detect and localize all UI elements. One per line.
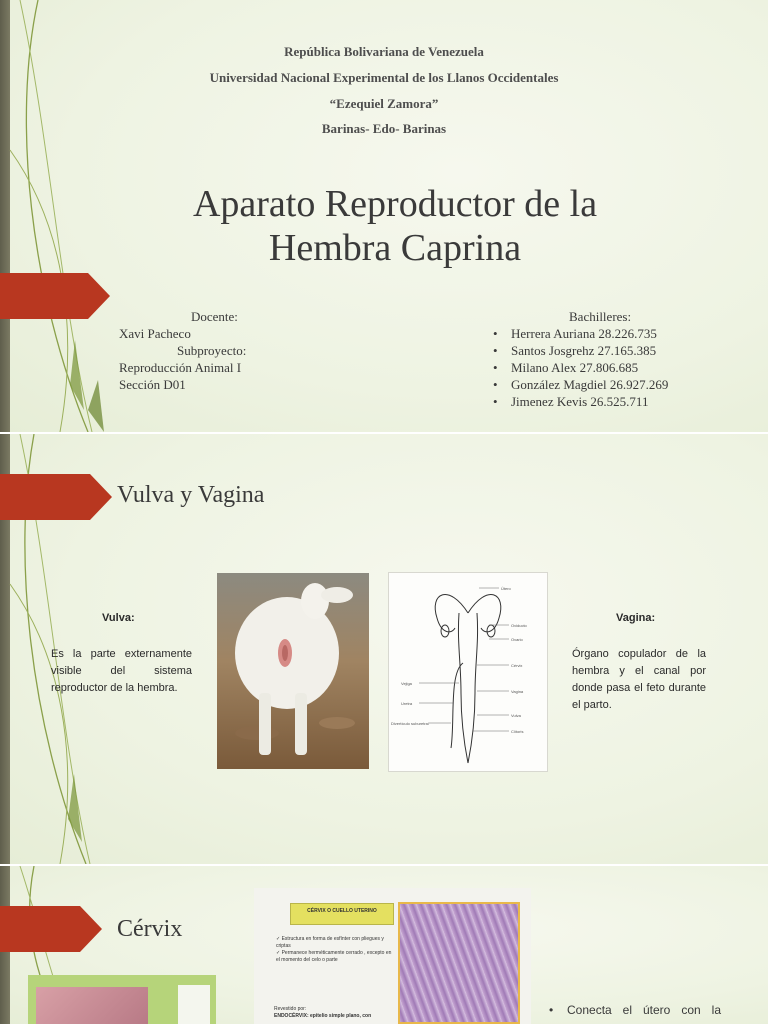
cervix-photo-panel <box>178 985 210 1024</box>
seccion: Sección D01 <box>119 377 186 392</box>
cervix-tissue-image <box>36 987 148 1024</box>
docente-label: Docente: <box>191 309 238 324</box>
title-line-2: Hembra Caprina <box>268 227 522 269</box>
vagina-description: Órgano copulador de la hembra y el canal por donde pasa el feto durante el parto. <box>572 648 706 711</box>
accent-arrow-tab <box>0 474 112 520</box>
title-slide <box>0 0 768 432</box>
reproductive-diagram <box>388 572 548 772</box>
diagram-label-uretra: Uretra <box>401 701 413 706</box>
diagram-label-vejiga: Vejiga <box>401 681 412 686</box>
footer-line-1: Revestido por: <box>274 1006 307 1012</box>
bachilleres-block <box>493 308 723 410</box>
diagram-label-ovario: Ovario <box>511 637 523 642</box>
list-item: • Conecta el útero con la <box>549 1002 721 1019</box>
vulva-description: Es la parte externamente visible del sistema reproductor de la hembra. <box>51 648 192 694</box>
list-item-text: Permanece herméticamente cerrado , excepto en el momento del celo o parte <box>276 950 392 963</box>
docente-block <box>119 308 319 393</box>
cervix-photo-frame <box>28 975 216 1024</box>
diagram-label-vagina: Vagina <box>511 689 524 694</box>
goat-image <box>217 573 369 769</box>
cervix-box-footer <box>274 1006 398 1020</box>
subproyecto-label: Subproyecto: <box>177 343 247 358</box>
bachilleres-label: Bachilleres: <box>569 309 632 324</box>
header-line-3: “Ezequiel Zamora” <box>329 96 439 111</box>
title-line-1: Aparato Reproductor de la <box>192 183 598 225</box>
vulva-label: Vulva: <box>102 612 135 624</box>
header-line-1: República Bolivariana de Venezuela <box>284 44 484 59</box>
diagram-label-cervix: Cérvix <box>511 663 523 668</box>
accent-arrow-tab <box>0 273 110 319</box>
header-line-4: Barinas- Edo- Barinas <box>321 121 447 136</box>
subproyecto-name: Reproducción Animal I <box>119 360 242 375</box>
list-item: • Jimenez Kevis 26.525.711 <box>493 393 723 410</box>
section-title: Cérvix <box>117 916 183 942</box>
cervix-box-list <box>276 936 396 964</box>
list-item: • Santos Josgrehz 27.165.385 <box>493 342 723 359</box>
header-line-2: Universidad Nacional Experimental de los Llanos Occidentales <box>209 70 559 85</box>
diagram-label-diverticulo: Divertículo suburetral <box>391 721 429 726</box>
docente-name: Xavi Pacheco <box>119 326 191 341</box>
list-item: • Herrera Auriana 28.226.735 <box>493 325 723 342</box>
histology-image <box>398 902 520 1024</box>
list-item: ✓ Permanece herméticamente cerrado , excepto en el momento del celo o parte <box>276 950 392 963</box>
goat-photo <box>217 573 369 769</box>
section-title: Vulva y Vagina <box>117 482 265 508</box>
cervix-slide <box>0 866 768 1024</box>
page-title <box>100 182 690 270</box>
list-item: • González Magdiel 26.927.269 <box>493 376 723 393</box>
cervix-box-title: CÉRVIX O CUELLO UTERINO <box>290 903 394 925</box>
list-item: ✓ Estructura en forma de esfínter con pliegues y criptas <box>276 936 384 949</box>
list-item: • Milano Alex 27.806.685 <box>493 359 723 376</box>
diagram-label-vulva: Vulva <box>511 713 521 718</box>
vulva-vagina-slide <box>0 434 768 864</box>
bachilleres-list <box>493 325 723 410</box>
list-item-text: Estructura en forma de esfínter con pliegues y criptas <box>276 936 384 949</box>
cervix-info-figure <box>254 888 531 1024</box>
footer-line-2: ENDOCÉRVIX: epitelio simple plano, con <box>274 1013 372 1019</box>
diagram-label-clitoris: Clítoris <box>511 729 524 734</box>
diagram-label-oviducto: Oviducto <box>511 623 527 628</box>
vagina-label: Vagina: <box>616 612 656 624</box>
cervix-bullets <box>549 1002 721 1019</box>
anatomy-diagram-image <box>389 573 547 771</box>
diagram-label-utero: Útero <box>501 586 511 591</box>
